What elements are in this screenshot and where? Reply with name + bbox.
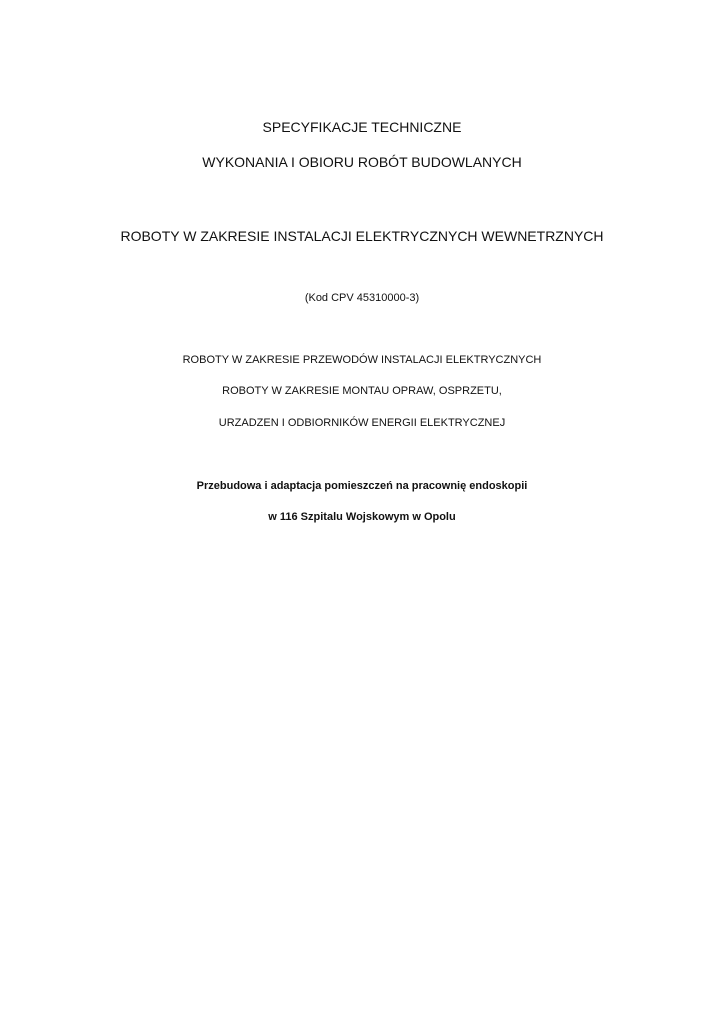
cpv-code: (Kod CPV 45310000-3)	[304, 292, 420, 304]
document-title: SPECYFIKACJE TECHNICZNE	[262, 119, 462, 135]
scope-line: ROBOTY W ZAKRESIE PRZEWODÓW INSTALACJI ELEKTRYCZNYCH	[182, 354, 542, 366]
project-name: Przebudowa i adaptacja pomieszczeń na pracownię endoskopii	[196, 480, 528, 492]
scope-line: URZADZEN I ODBIORNIKÓW ENERGII ELEKTRYCZNEJ	[218, 417, 506, 429]
project-location: w 116 Szpitalu Wojskowym w Opolu	[268, 511, 456, 523]
section-title: ROBOTY W ZAKRESIE INSTALACJI ELEKTRYCZNYCH WEWNETRZNYCH	[120, 228, 604, 244]
document-subtitle: WYKONANIA I OBIORU ROBÓT BUDOWLANYCH	[202, 154, 522, 170]
scope-line: ROBOTY W ZAKRESIE MONTAU OPRAW, OSPRZETU,	[222, 385, 502, 397]
